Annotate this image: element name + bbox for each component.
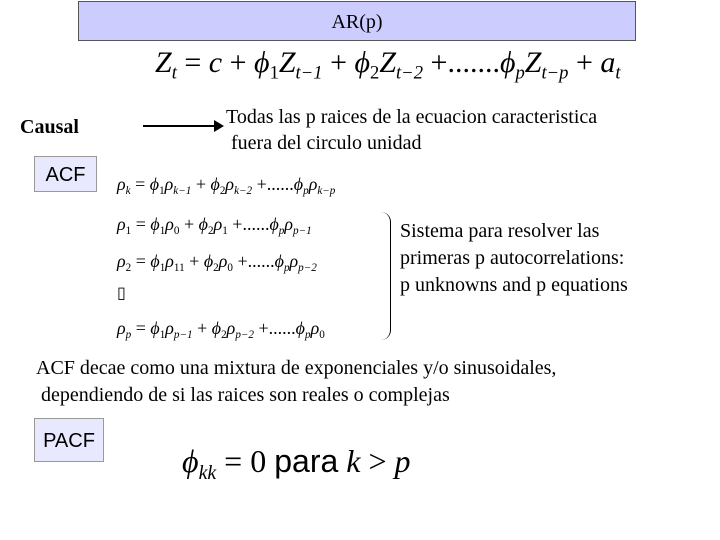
ar-equation: $Z_t = c + \phi_1Z_{t-1} + \phi_2Z_{t-2} +.......\phi_pZ_{t-p} + a_t$ bbox=[155, 46, 621, 84]
acf-equation-p: $\rho_p = \phi_1\rho_{p-1} + \phi_2\rho_{p-2} +......\phi_p\rho_0$ bbox=[117, 318, 325, 341]
slide-title: AR(p) bbox=[78, 1, 636, 41]
causal-label: Causal bbox=[20, 116, 79, 138]
system-description: Sistema para resolver las primeras p autocorrelations: p unknowns and p equations bbox=[400, 220, 628, 296]
arrow-head-icon bbox=[214, 120, 224, 132]
causal-description: Todas las p raices de la ecuacion caracteristica fuera del circulo unidad bbox=[226, 106, 598, 154]
acf-description: ACF decae como una mixtura de exponenciales y/o sinusoidales, dependiendo de si las raices son reales o complejas bbox=[36, 357, 557, 406]
arrow-icon bbox=[143, 125, 219, 127]
system-brace bbox=[378, 212, 391, 340]
acf-equation-general: $\rho_k = \phi_1\rho_{k-1} + \phi_2\rho_{k-2} +......\phi_p\rho_{k-p}$ bbox=[117, 174, 336, 197]
placeholder-glyph: ▯ bbox=[117, 283, 126, 302]
acf-equation-1: $\rho_1 = \phi_1\rho_0 + \phi_2\rho_1 +......\phi_p\rho_{p-1}$ bbox=[117, 214, 312, 237]
pacf-equation: $\phi_{kk} = 0$ para k > p bbox=[182, 443, 411, 484]
acf-equation-2: $\rho_2 = \phi_1\rho_{11} + \phi_2\rho_0 +......\phi_p\rho_{p-2}$ bbox=[117, 251, 317, 274]
acf-label: ACF bbox=[34, 156, 97, 192]
pacf-label: PACF bbox=[34, 418, 104, 462]
